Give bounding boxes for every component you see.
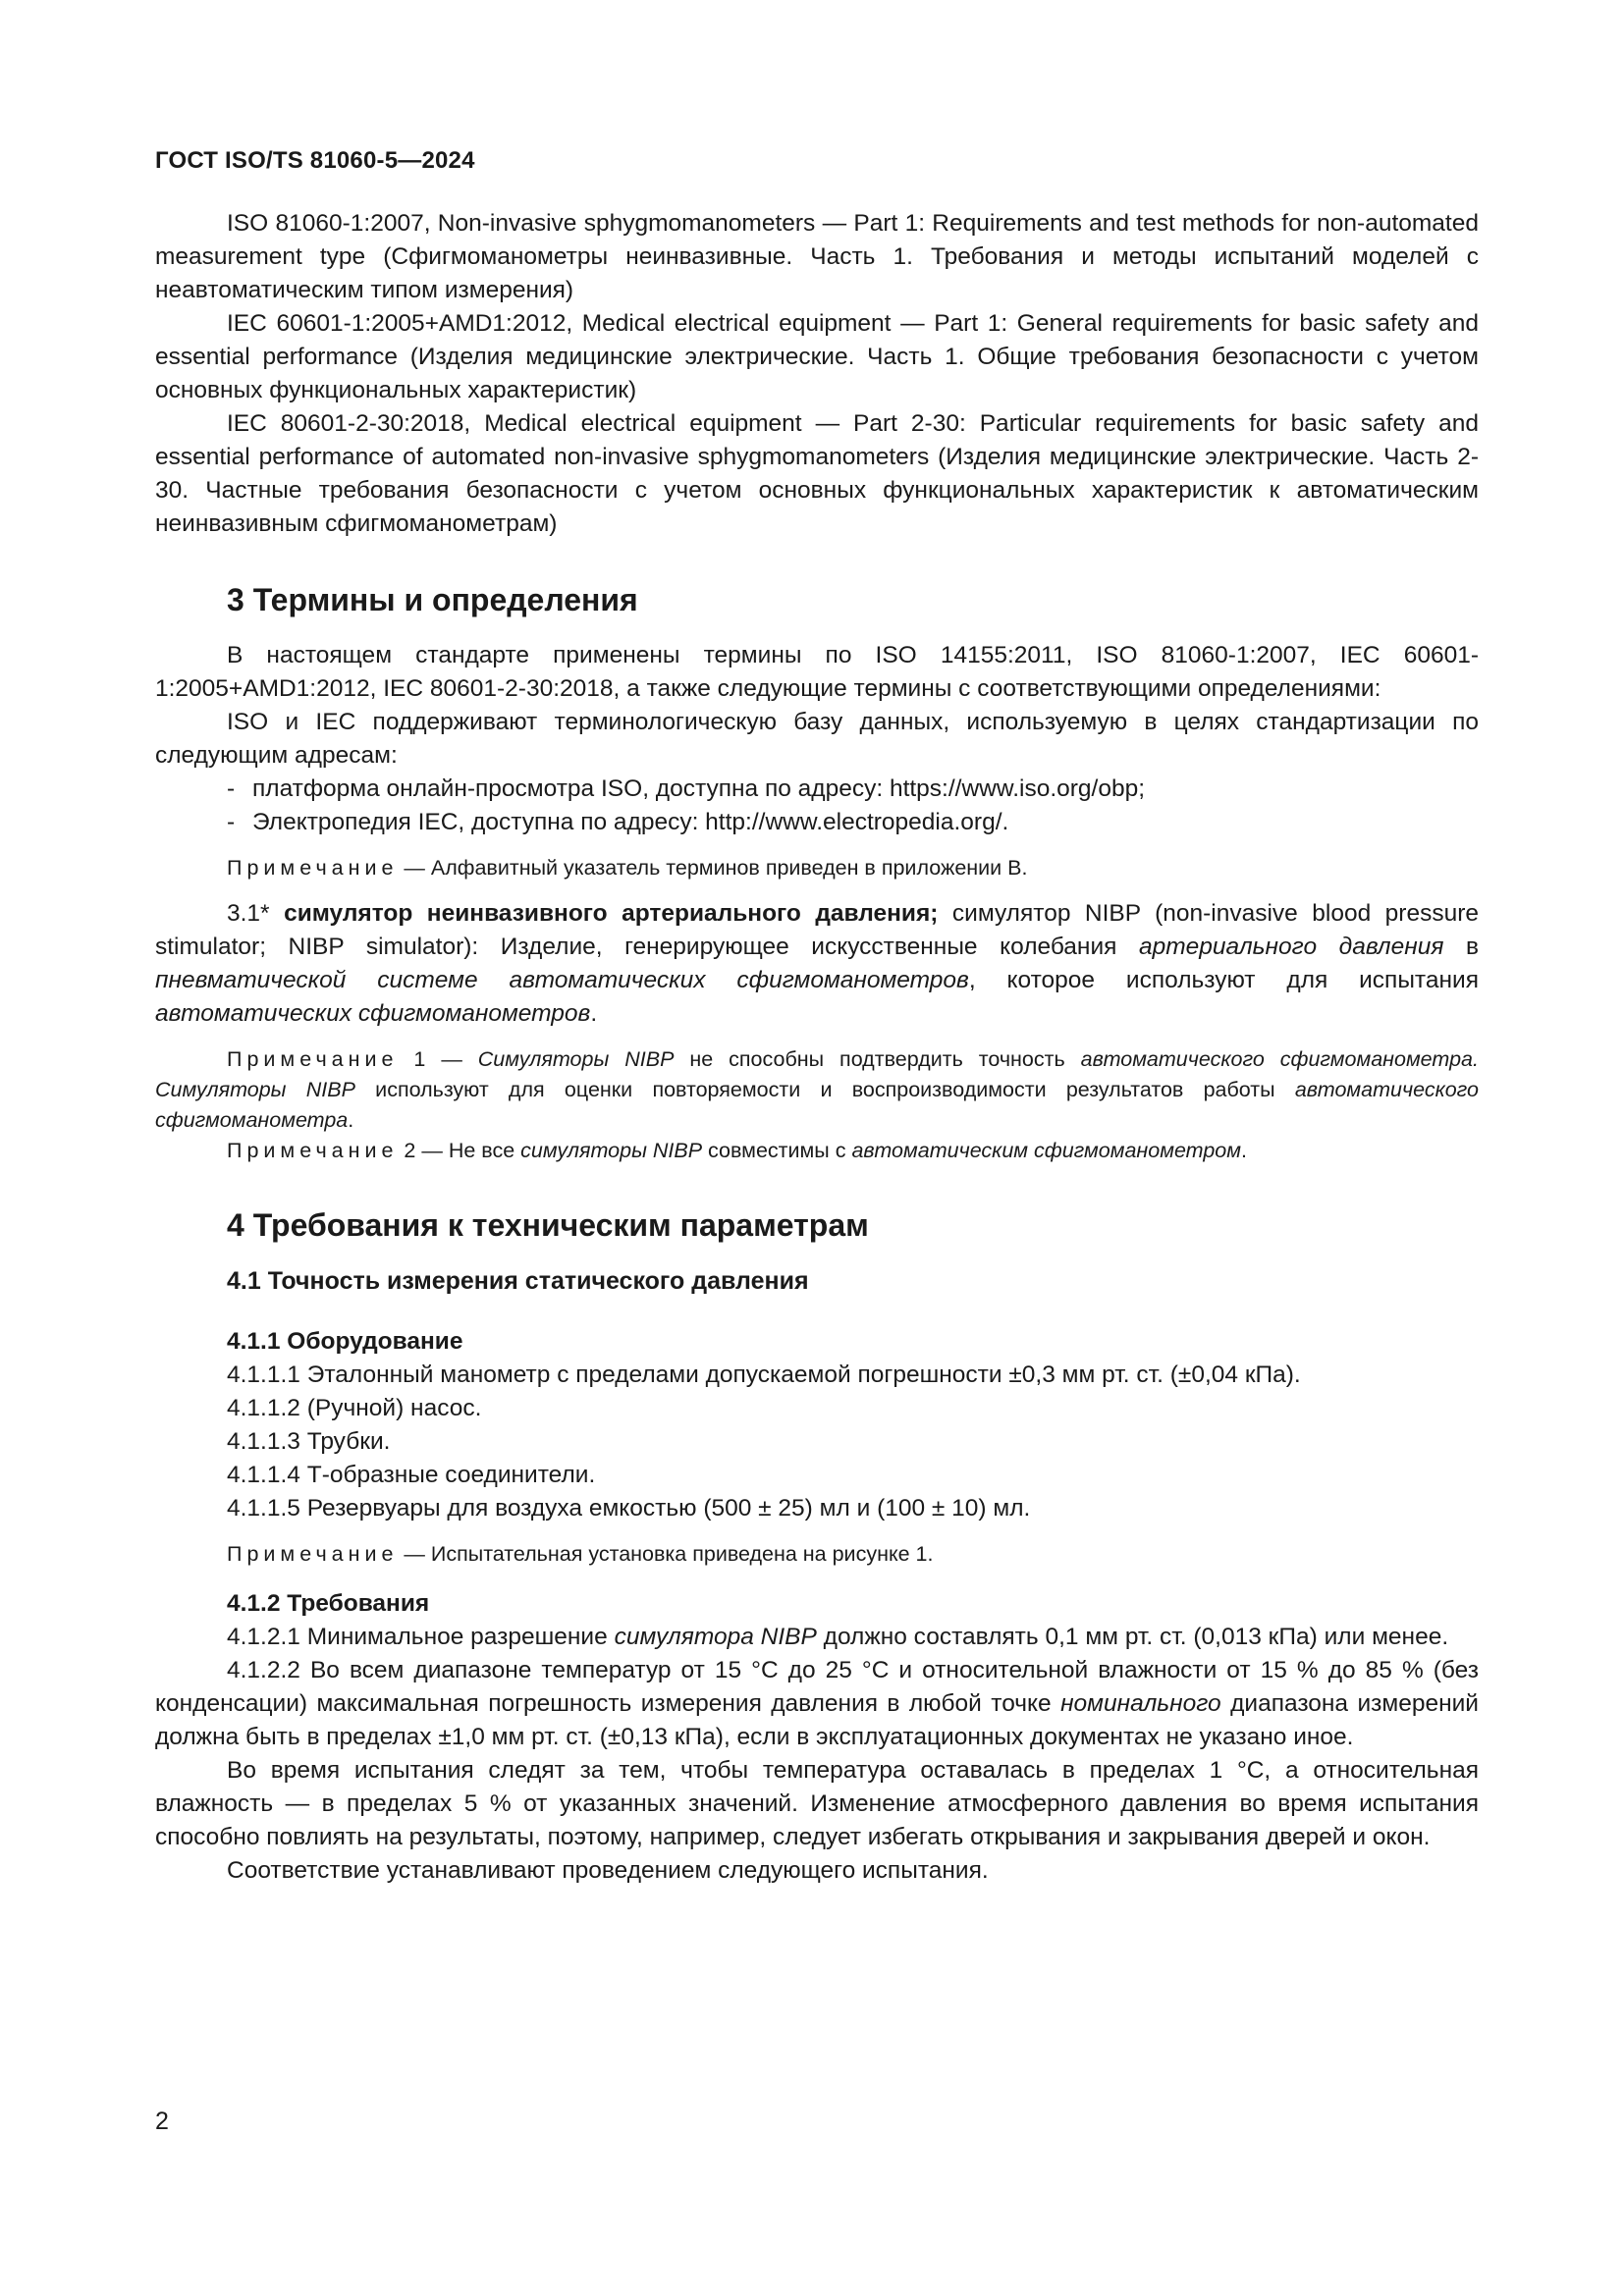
note-label: Примечание — [227, 856, 399, 880]
note-text: используют для оценки повторяемости и воспроизводимости результатов работы — [354, 1078, 1295, 1101]
term-definition-part: симулятор NIBP (non-invasive blood pressure stimulator; NIBP simulator): Изделие, генерирующее искусственные колебания — [155, 900, 1480, 960]
requirement-4-1-2-1 — [155, 1621, 1479, 1654]
list-item — [155, 806, 1479, 839]
note-term: симуляторы NIBP — [520, 1139, 703, 1162]
term-3-1 — [155, 897, 1479, 1031]
note-term: Симуляторы NIBP — [477, 1047, 675, 1071]
term-name: симулятор неинвазивного артериального давления; — [284, 900, 939, 927]
requirement-text: 4.1.2.2 Во всем диапазоне температур от 15 °C до 25 °C и относительной влажности от 15 % до 85 % (без конденсации) максимальная погрешность измерения давления в любой точке — [155, 1657, 1479, 1717]
note-text: — Испытательная установка приведена на рисунке 1. — [398, 1542, 934, 1566]
page-number: 2 — [155, 2108, 169, 2135]
requirement-text: диапазона измерений должна быть в пределах ±1,0 мм рт. ст. (±0,13 кПа), если в эксплуатационных документах не указано иное. — [155, 1690, 1479, 1750]
list-item — [155, 773, 1479, 806]
equipment-item: 4.1.1.5 Резервуары для воздуха емкостью (500 ± 25) мл и (100 ± 10) мл. — [227, 1495, 1031, 1522]
section-3-title: 3 Термины и определения — [227, 582, 638, 617]
term-definition-part: в — [1443, 934, 1480, 960]
note-text: — Алфавитный указатель терминов приведен в приложении В. — [398, 856, 1028, 880]
requirement-text: должно составлять 0,1 мм рт. ст. (0,013 кПа) или менее. — [816, 1624, 1449, 1650]
section-3-intro: В настоящем стандарте применены термины по ISO 14155:2011, ISO 81060-1:2007, IEC 60601-1:2005+AMD1:2012, IEC 80601-2-30:2018, а также следующие термины с соответствующими определениями: — [155, 642, 1479, 702]
equipment-item: 4.1.1.4 Т-образные соединители. — [227, 1462, 596, 1488]
subsection-4-1-1-title: 4.1.1 Оборудование — [227, 1328, 463, 1355]
list-item-text: платформа онлайн-просмотра ISO, доступна по адресу: https://www.iso.org/obp; — [252, 775, 1146, 802]
subsection-4-1-2-title: 4.1.2 Требования — [227, 1590, 430, 1617]
list-bullet: - — [227, 809, 236, 835]
list-bullet: - — [227, 775, 236, 802]
note-label: Примечание — [227, 1139, 399, 1162]
requirement-4-1-2-2 — [155, 1654, 1479, 1754]
conformity-paragraph: Соответствие устанавливают проведением следующего испытания. — [227, 1857, 989, 1884]
document-page — [155, 147, 1479, 1888]
term-reference: автоматических сфигмоманометров — [155, 1000, 591, 1027]
reference-iec-60601-1: IEC 60601-1:2005+AMD1:2012, Medical electrical equipment — Part 1: General requirements for basic safety and essential performance (Изделия медицинские электрические. Часть 1. Общие требования безопасности с учетом основных функциональных характеристик) — [155, 310, 1479, 403]
note-number: 2 — — [398, 1139, 449, 1162]
reference-iso-81060-1: ISO 81060-1:2007, Non-invasive sphygmomanometers — Part 1: Requirements and test methods for non-automated measurement type (Сфигмоманометры неинвазивные. Часть 1. Требования и методы испытаний моделей с неавтоматическим типом измерения) — [155, 210, 1479, 303]
section-3-iso-iec-database: ISO и IEC поддерживают терминологическую базу данных, используемую в целях стандартизации по следующим адресам: — [155, 709, 1479, 769]
note-text: . — [348, 1108, 354, 1132]
note-label: Примечание — [227, 1542, 399, 1566]
requirement-term: номинального — [1060, 1690, 1221, 1717]
section-4-title: 4 Требования к техническим параметрам — [227, 1207, 869, 1243]
note-2-compatibility — [155, 1136, 1479, 1166]
term-definition-part: , которое используют для испытания — [968, 967, 1479, 993]
note-term: автоматическим сфигмоманометром — [851, 1139, 1241, 1162]
requirement-term: симулятора NIBP — [614, 1624, 817, 1650]
equipment-item: 4.1.1.3 Трубки. — [227, 1428, 391, 1455]
note-test-setup — [155, 1539, 1479, 1570]
note-text: не способны подтвердить точность — [674, 1047, 1081, 1071]
equipment-item: 4.1.1.2 (Ручной) насос. — [227, 1395, 482, 1421]
term-reference: пневматической системе автоматических сфигмоманометров — [155, 967, 969, 993]
term-reference: артериального давления — [1138, 934, 1444, 960]
term-number: 3.1* — [227, 900, 285, 927]
note-label: Примечание — [227, 1047, 399, 1071]
note-text: Не все — [448, 1139, 521, 1162]
list-item-text: Электропедия IEC, доступна по адресу: http://www.electropedia.org/. — [252, 809, 1009, 835]
note-term: автоматического сфигмоманометра — [155, 1078, 1479, 1132]
reference-iec-80601-2-30: IEC 80601-2-30:2018, Medical electrical equipment — Part 2-30: Particular requirements for basic safety and essential performance of automated non-invasive sphygmomanometers (Изделия медицинские электрические. Часть 2-30. Частные требования безопасности с учетом основных функциональных характеристик к автоматическим неинвазивным сфигмоманометрам) — [155, 410, 1479, 537]
note-text: совместимы с — [702, 1139, 852, 1162]
term-definition-part: . — [590, 1000, 598, 1027]
requirement-text: 4.1.2.1 Минимальное разрешение — [227, 1624, 615, 1650]
note-term: автоматического сфигмоманометра. Симуляторы NIBP — [155, 1047, 1479, 1101]
subsection-4-1-title: 4.1 Точность измерения статического давления — [227, 1267, 809, 1295]
equipment-item: 4.1.1.1 Эталонный манометр с пределами допускаемой погрешности ±0,3 мм рт. ст. (±0,04 кПа). — [227, 1362, 1301, 1388]
note-number: 1 — — [398, 1047, 478, 1071]
note-alphabetical-index — [155, 853, 1479, 883]
note-1-nibp-simulators — [155, 1044, 1479, 1136]
note-text: . — [1241, 1139, 1247, 1162]
document-header: ГОСТ ISO/TS 81060-5—2024 — [155, 147, 475, 174]
test-conditions-paragraph: Во время испытания следят за тем, чтобы температура оставалась в пределах 1 °C, а относительная влажность — в пределах 5 % от указанных значений. Изменение атмосферного давления во время испытания способно повлиять на результаты, поэтому, например, следует избегать открывания и закрывания дверей и окон. — [155, 1757, 1479, 1850]
